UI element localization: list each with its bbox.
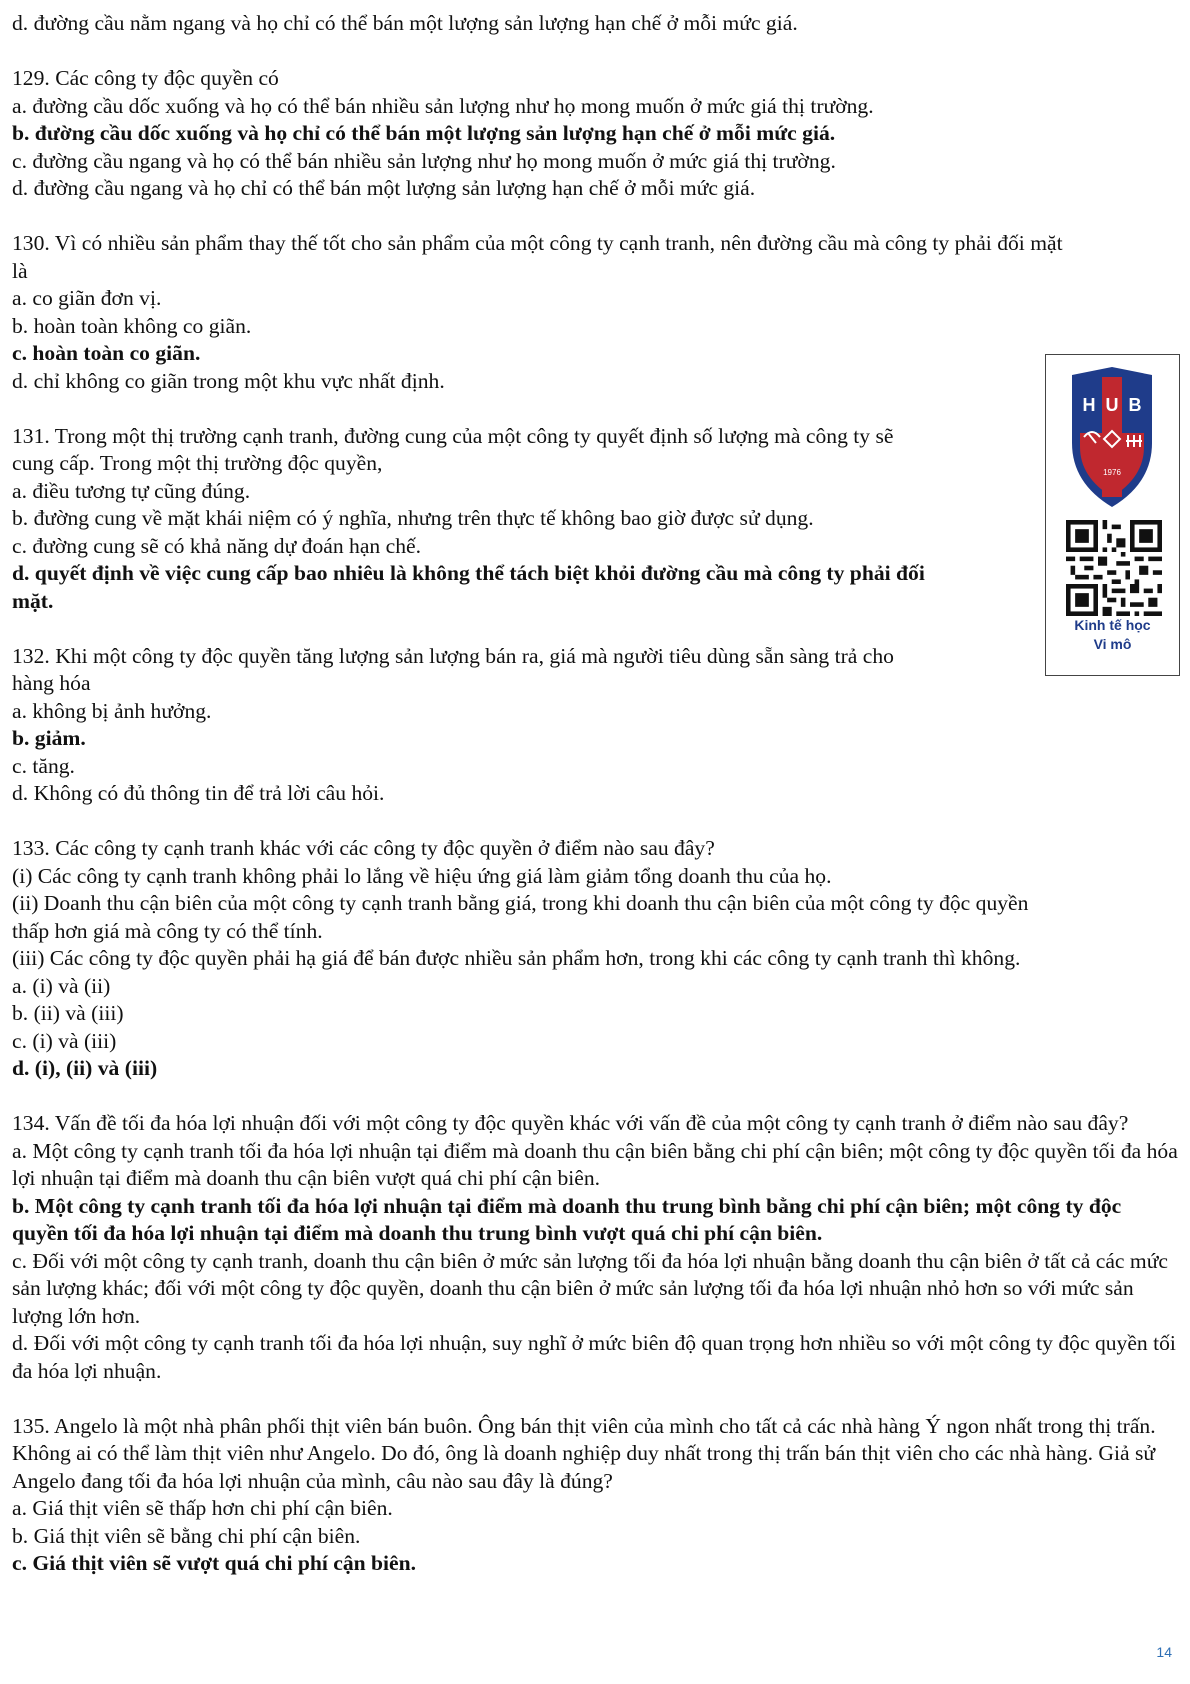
q133-stem: 133. Các công ty cạnh tranh khác với các công ty độc quyền ở điểm nào sau đây? [12, 836, 715, 860]
q131-stem: 131. Trong một thị trường cạnh tranh, đường cung của một công ty quyết định số lượng mà công ty sẽ [12, 423, 894, 448]
q134-stem: 134. Vấn đề tối đa hóa lợi nhuận đối với một công ty độc quyền khác với vấn đề của một công ty cạnh tranh ở điểm nào sau đây? [12, 1111, 1129, 1135]
q129-option-c: c. đường cầu ngang và họ có thể bán nhiều sản lượng như họ mong muốn ở mức giá thị trường. [12, 148, 836, 173]
q131-option-a: a. điều tương tự cũng đúng. [12, 478, 251, 503]
q133-statement-i: (i) Các công ty cạnh tranh không phải lo lắng về hiệu ứng giá làm giảm tổng doanh thu của họ. [12, 863, 832, 888]
q132-option-b: b. giảm. [12, 726, 86, 750]
logo-letters [1083, 395, 1142, 415]
q133-option-a: a. (i) và (ii) [12, 973, 111, 998]
course-label-line2: Vi mô [1093, 636, 1132, 652]
course-badge [1045, 354, 1180, 676]
q131-option-d: d. quyết định về việc cung cấp bao nhiêu là không thể tách biệt khỏi đường cầu mà công ty phải đối [12, 561, 925, 585]
page-content [12, 10, 1182, 1578]
logo-letter-u: U [1105, 395, 1119, 415]
q130-stem: 130. Vì có nhiều sản phẩm thay thế tốt cho sản phẩm của một công ty cạnh tranh, nên đường cầu mà công ty phải đối mặt [12, 231, 1063, 255]
logo-year: 1976 [1103, 468, 1121, 477]
q133-statement-ii-cont: thấp hơn giá mà công ty có thể tính. [12, 918, 323, 943]
q129-option-a: a. đường cầu dốc xuống và họ có thể bán nhiều sản lượng như họ mong muốn ở mức giá thị trường. [12, 93, 874, 118]
q131-stem-cont: cung cấp. Trong một thị trường độc quyền, [12, 451, 383, 475]
q135-option-c: c. Giá thịt viên sẽ vượt quá chi phí cận biên. [12, 1551, 417, 1575]
q133-option-c: c. (i) và (iii) [12, 1028, 117, 1053]
q133-statement-iii: (iii) Các công ty độc quyền phải hạ giá để bán được nhiều sản phẩm hơn, trong khi các công ty cạnh tranh thì không. [12, 946, 1021, 970]
q134-option-b: b. Một công ty cạnh tranh tối đa hóa lợi nhuận tại điểm mà doanh thu trung bình bằng chi phí cận biên; một công ty độc quyền tối đa hóa lợi nhuận tại điểm mà doanh thu trung bình vượt quá chi phí cận biên. [12, 1193, 1122, 1245]
qr-code-icon [1066, 520, 1162, 616]
q132-stem: 132. Khi một công ty độc quyền tăng lượng sản lượng bán ra, giá mà người tiêu dùng sẵn sàng trả cho [12, 643, 894, 668]
q129-option-d: d. đường cầu ngang và họ chỉ có thể bán một lượng sản lượng hạn chế ở mỗi mức giá. [12, 176, 756, 200]
logo-letter-b: B [1128, 395, 1142, 415]
q134-option-d: d. Đối với một công ty cạnh tranh tối đa hóa lợi nhuận, suy nghĩ ở mức biên độ quan trọng hơn nhiều so với một công ty độc quyền tối đa hóa lợi nhuận. [12, 1331, 1176, 1383]
q135-option-a: a. Giá thịt viên sẽ thấp hơn chi phí cận biên. [12, 1496, 393, 1520]
q135-stem: 135. Angelo là một nhà phân phối thịt viên bán buôn. Ông bán thịt viên của mình cho tất cả các nhà hàng Ý ngon nhất trong thị trấn. Không ai có thể làm thịt viên như Angelo. Do đó, ông là doanh nghiệp duy nhất trong thị trấn bán thịt viên cho các nhà hàng. Giả sử Angelo đang tối đa hóa lợi nhuận của mình, câu nào sau đây là đúng? [12, 1413, 1156, 1493]
q130-option-c: c. hoàn toàn co giãn. [12, 341, 201, 365]
q132-option-c: c. tăng. [12, 753, 75, 778]
q134-option-a: a. Một công ty cạnh tranh tối đa hóa lợi nhuận tại điểm mà doanh thu cận biên bằng chi phí cận biên; một công ty độc quyền tối đa hóa lợi nhuận tại điểm mà doanh thu cận biên vượt quá chi phí cận biên. [12, 1138, 1178, 1190]
q131-option-d-cont: mặt. [12, 588, 54, 613]
q129-stem: 129. Các công ty độc quyền có [12, 66, 279, 90]
page-number: 14 [1156, 1644, 1172, 1660]
q131-option-c: c. đường cung sẽ có khả năng dự đoán hạn chế. [12, 533, 421, 558]
q134-option-c: c. Đối với một công ty cạnh tranh, doanh thu cận biên ở mức sản lượng tối đa hóa lợi nhuận bằng doanh thu cận biên ở tất cả các mức sản lượng khác; đối với một công ty độc quyền, doanh thu cận biên ở mức sản lượng tối đa hóa lợi nhuận nhỏ hơn so với mức sản lượng lớn hơn. [12, 1248, 1168, 1328]
q135-option-b: b. Giá thịt viên sẽ bằng chi phí cận biên. [12, 1523, 361, 1548]
logo-letter-h: H [1082, 395, 1096, 415]
q128-option-d: d. đường cầu nằm ngang và họ chỉ có thể bán một lượng sản lượng hạn chế ở mỗi mức giá. [12, 11, 798, 35]
q133-statement-ii: (ii) Doanh thu cận biên của một công ty cạnh tranh bằng giá, trong khi doanh thu cận biên của một công ty độc quyền [12, 891, 1029, 915]
q130-option-b: b. hoàn toàn không co giãn. [12, 313, 252, 338]
q133-option-b: b. (ii) và (iii) [12, 1001, 124, 1025]
hub-logo [1062, 363, 1162, 513]
course-label-line1: Kinh tế học [1074, 617, 1151, 633]
q130-option-a: a. co giãn đơn vị. [12, 286, 162, 310]
q130-option-d: d. chỉ không co giãn trong một khu vực nhất định. [12, 368, 445, 393]
q132-option-d: d. Không có đủ thông tin để trả lời câu hỏi. [12, 781, 385, 805]
q132-option-a: a. không bị ảnh hưởng. [12, 698, 212, 723]
q132-stem-cont: hàng hóa [12, 671, 91, 695]
q130-stem-cont: là [12, 258, 28, 283]
q131-option-b: b. đường cung về mặt khái niệm có ý nghĩa, nhưng trên thực tế không bao giờ được sử dụng. [12, 506, 814, 530]
q129-option-b: b. đường cầu dốc xuống và họ chỉ có thể bán một lượng sản lượng hạn chế ở mỗi mức giá. [12, 121, 836, 145]
q133-option-d: d. (i), (ii) và (iii) [12, 1056, 158, 1080]
